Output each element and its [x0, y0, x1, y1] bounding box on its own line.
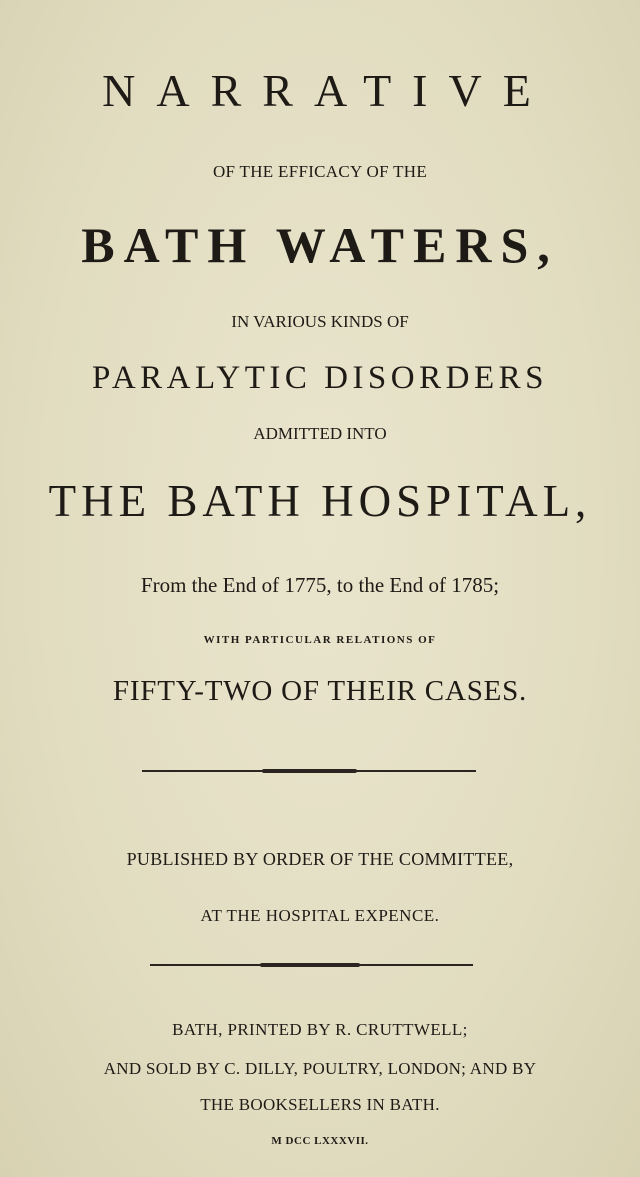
date-range: From the End of 1775, to the End of 1785; [140, 573, 500, 597]
subtitle-various-kinds: IN VARIOUS KINDS OF [231, 312, 409, 331]
title-bath-waters: BATH WATERS, [81, 217, 559, 273]
subtitle-efficacy: OF THE EFFICACY OF THE [212, 162, 428, 181]
ornamental-rule-top [142, 770, 476, 772]
hospital-expence-line: AT THE HOSPITAL EXPENCE. [200, 906, 440, 925]
imprint-sold-by: AND SOLD BY C. DILLY, POULTRY, LONDON; AND BY [103, 1059, 537, 1078]
particular-relations-line: WITH PARTICULAR RELATIONS OF [203, 634, 437, 646]
title-narrative: NARRATIVE [102, 65, 552, 116]
subtitle-admitted-into: ADMITTED INTO [253, 424, 387, 443]
published-by-line: PUBLISHED BY ORDER OF THE COMMITTEE, [126, 849, 514, 869]
imprint-year: M DCC LXXXVII. [271, 1135, 369, 1147]
ornamental-rule-bottom [150, 964, 473, 966]
imprint-printed-by: BATH, PRINTED BY R. CRUTTWELL; [172, 1020, 468, 1039]
title-paralytic-disorders: PARALYTIC DISORDERS [92, 360, 548, 396]
imprint-booksellers: THE BOOKSELLERS IN BATH. [200, 1095, 440, 1114]
title-bath-hospital: THE BATH HOSPITAL, [48, 476, 592, 526]
rule-thick-center [262, 769, 357, 773]
fifty-two-cases-line: FIFTY-TWO OF THEIR CASES. [112, 675, 528, 707]
rule-thick-center [260, 963, 360, 967]
